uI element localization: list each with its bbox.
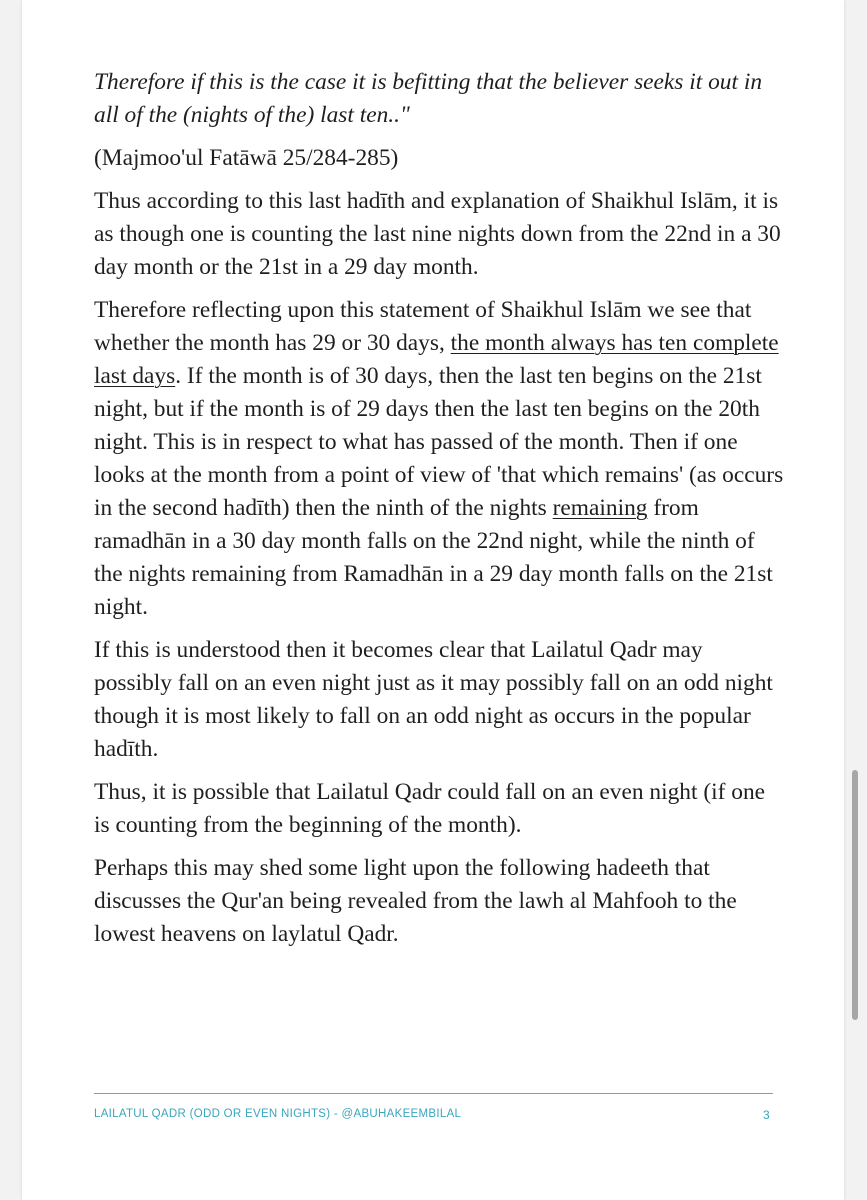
paragraph-text: . If the month is of 30 days, then the last ten begins on the 21st night, but if the month is of 29 days then the last ten begins on the 20th night. This is in respect to what has passed of the month. Then if one looks at the month from a point of view of 'that which remains' (as occurs in the second hadīth) then the ninth of the nights xyxy=(94,363,784,521)
footer-divider xyxy=(94,1093,773,1094)
footer-page-number: 3 xyxy=(763,1108,770,1122)
paragraph-text: Therefore reflecting upon this statement of Shaikhul Islām we see that whether the month has 29 or 30 days, xyxy=(94,297,752,356)
vertical-scrollbar-thumb[interactable] xyxy=(852,770,858,1020)
footer-title: LAILATUL QADR (ODD OR EVEN NIGHTS) - @ABUHAKEEMBILAL xyxy=(94,1108,462,1120)
paragraph-month-days xyxy=(94,294,784,624)
paragraph-text: from ramadhān in a 30 day month falls on the 22nd night, while the ninth of the nights remaining from Ramadhān in a 29 day month falls on the 21st night. xyxy=(94,495,773,620)
citation-paragraph: (Majmoo'ul Fatāwā 25/284-285) xyxy=(94,145,399,171)
underlined-word-remaining: remaining xyxy=(552,495,648,521)
paragraph-possible-even: Thus, it is possible that Lailatul Qadr could fall on an even night (if one is counting from the beginning of the month). xyxy=(94,779,766,838)
paragraph-revelation: Perhaps this may shed some light upon the following hadeeth that discusses the Qur'an being revealed from the lawh al Mahfooh to the lowest heavens on laylatul Qadr. xyxy=(94,855,737,947)
quote-paragraph: Therefore if this is the case it is befitting that the believer seeks it out in all of the (nights of the) last ten.." xyxy=(94,69,763,128)
page-body xyxy=(94,66,784,961)
paragraph-even-odd: If this is understood then it becomes clear that Lailatul Qadr may possibly fall on an even night just as it may possibly fall on an odd night though it is most likely to fall on an odd night as occurs in the popular hadīth. xyxy=(94,637,773,762)
document-page xyxy=(22,0,844,1200)
paragraph-counting-nights: Thus according to this last hadīth and explanation of Shaikhul Islām, it is as though one is counting the last nine nights down from the 22nd in a 30 day month or the 21st in a 29 day month. xyxy=(94,188,781,280)
underlined-phrase-ten-days: the month always has ten complete last days xyxy=(94,330,779,389)
